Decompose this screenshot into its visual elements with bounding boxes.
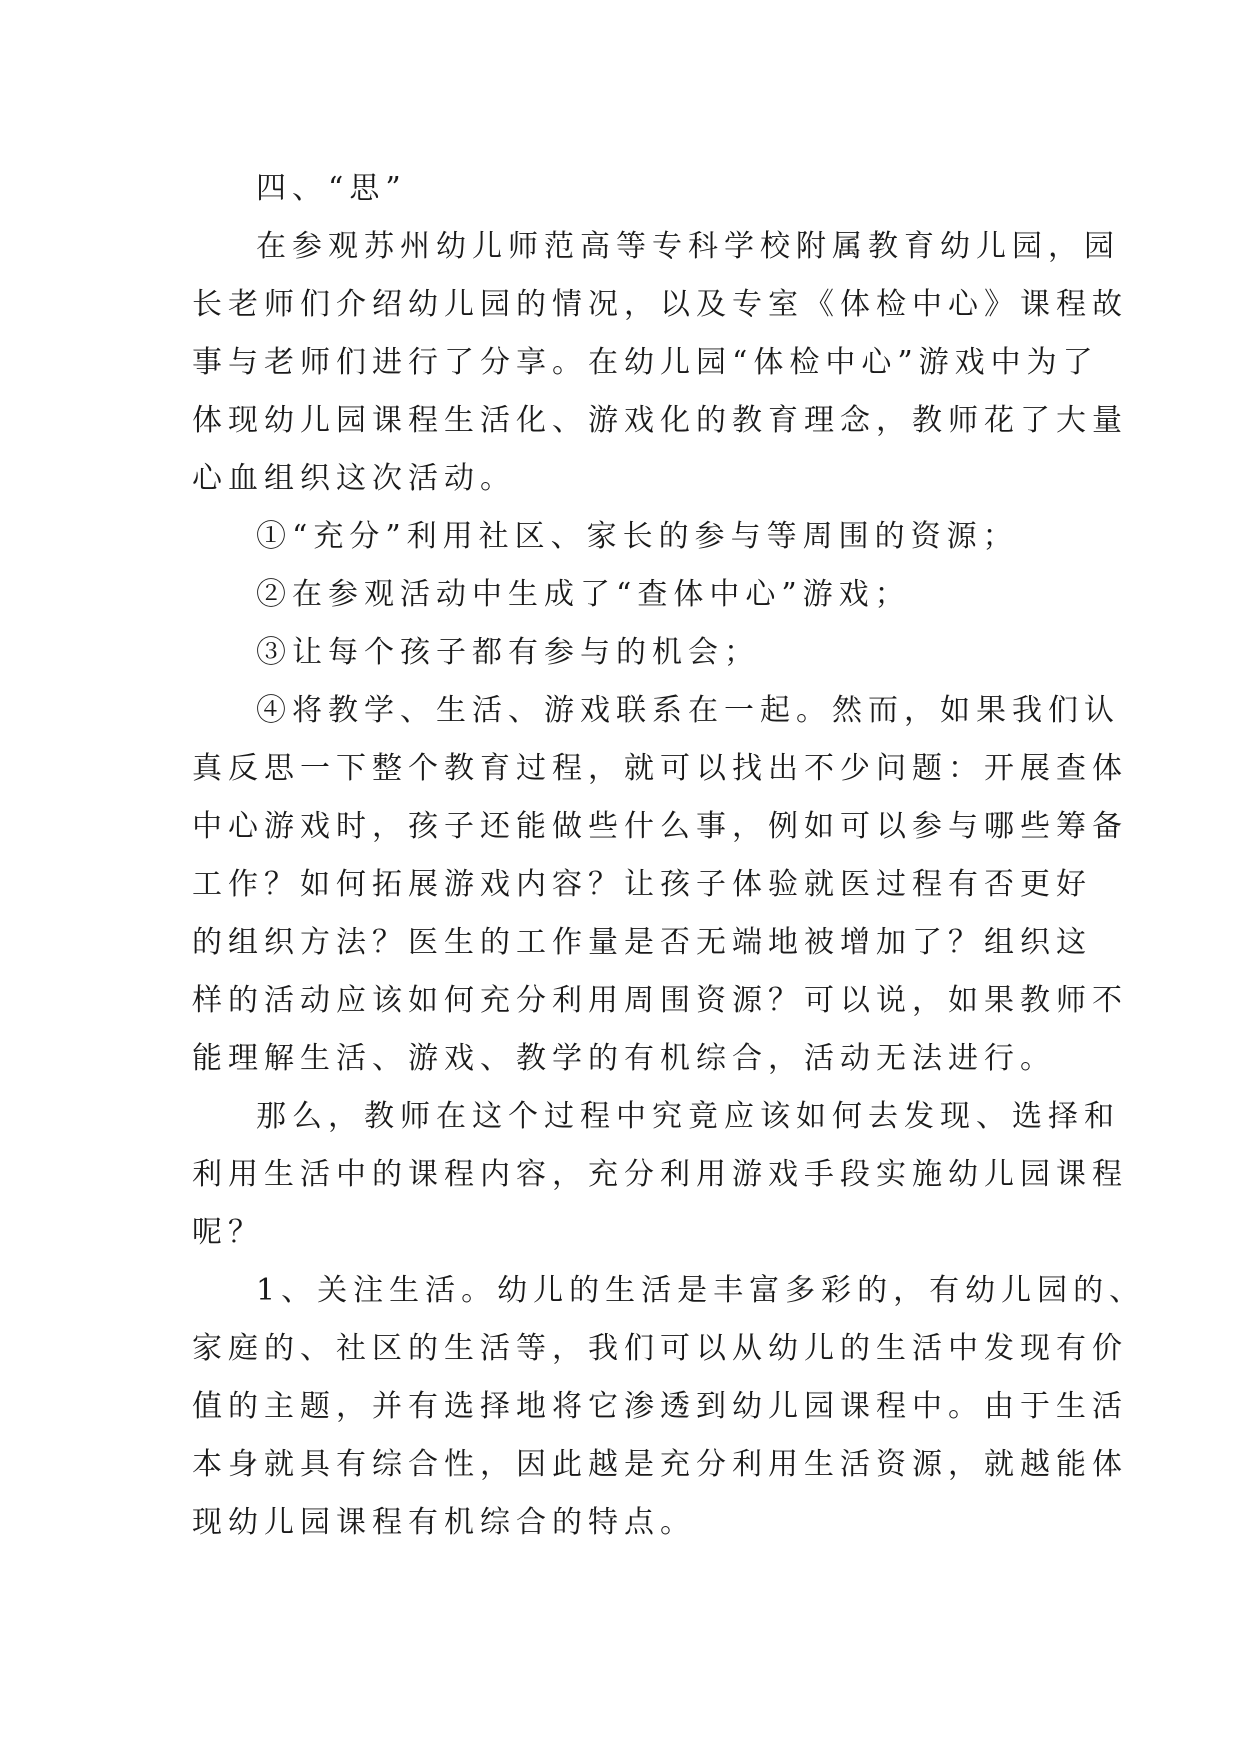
- list-item: [192, 624, 1052, 682]
- paragraph-line: 真反思一下整个教育过程，就可以找出不少问题：开展查体: [192, 751, 1128, 786]
- paragraph-line: 1、关注生活。幼儿的生活是丰富多彩的，有幼儿园的、: [256, 1273, 1146, 1308]
- paragraph-line: ②在参观活动中生成了“查体中心”游戏；: [256, 577, 911, 612]
- section-heading: 四、“思”: [256, 171, 407, 206]
- paragraph-line: 呢？: [192, 1215, 264, 1250]
- paragraph-line: 那么，教师在这个过程中究竟应该如何去发现、选择和: [256, 1099, 1120, 1134]
- list-item: [192, 682, 1128, 1088]
- paragraph-line: ①“充分”利用社区、家长的参与等周围的资源；: [256, 519, 1019, 554]
- paragraph: [192, 1262, 1146, 1552]
- paragraph-line: 能理解生活、游戏、教学的有机综合，活动无法进行。: [192, 1041, 1056, 1076]
- paragraph-line: 在参观苏州幼儿师范高等专科学校附属教育幼儿园，园: [256, 229, 1120, 264]
- paragraph-line: 现幼儿园课程有机综合的特点。: [192, 1505, 696, 1540]
- paragraph-line: 体现幼儿园课程生活化、游戏化的教育理念，教师花了大量: [192, 403, 1128, 438]
- list-item: [192, 508, 1052, 566]
- paragraph-line: 的组织方法？医生的工作量是否无端地被增加了？组织这: [192, 925, 1092, 960]
- paragraph-line: 值的主题，并有选择地将它渗透到幼儿园课程中。由于生活: [192, 1389, 1128, 1424]
- paragraph-line: 家庭的、社区的生活等，我们可以从幼儿的生活中发现有价: [192, 1331, 1128, 1366]
- paragraph-line: 长老师们介绍幼儿园的情况，以及专室《体检中心》课程故: [192, 287, 1128, 322]
- list-item: [192, 566, 1052, 624]
- paragraph-line: 心血组织这次活动。: [192, 461, 516, 496]
- paragraph-line: 利用生活中的课程内容，充分利用游戏手段实施幼儿园课程: [192, 1157, 1128, 1192]
- document-page: [192, 160, 1146, 1552]
- paragraph-line: ③让每个孩子都有参与的机会；: [256, 635, 760, 670]
- paragraph-line: 事与老师们进行了分享。在幼儿园“体检中心”游戏中为了: [192, 345, 1099, 380]
- paragraph-line: 样的活动应该如何充分利用周围资源？可以说，如果教师不: [192, 983, 1128, 1018]
- paragraph-line: ④将教学、生活、游戏联系在一起。然而，如果我们认: [256, 693, 1120, 728]
- paragraph-line: 本身就具有综合性，因此越是充分利用生活资源，就越能体: [192, 1447, 1128, 1482]
- paragraph-line: 工作？如何拓展游戏内容？让孩子体验就医过程有否更好: [192, 867, 1092, 902]
- paragraph-line: 中心游戏时，孩子还能做些什么事，例如可以参与哪些筹备: [192, 809, 1128, 844]
- paragraph: [192, 218, 1128, 508]
- paragraph: [192, 1088, 1128, 1262]
